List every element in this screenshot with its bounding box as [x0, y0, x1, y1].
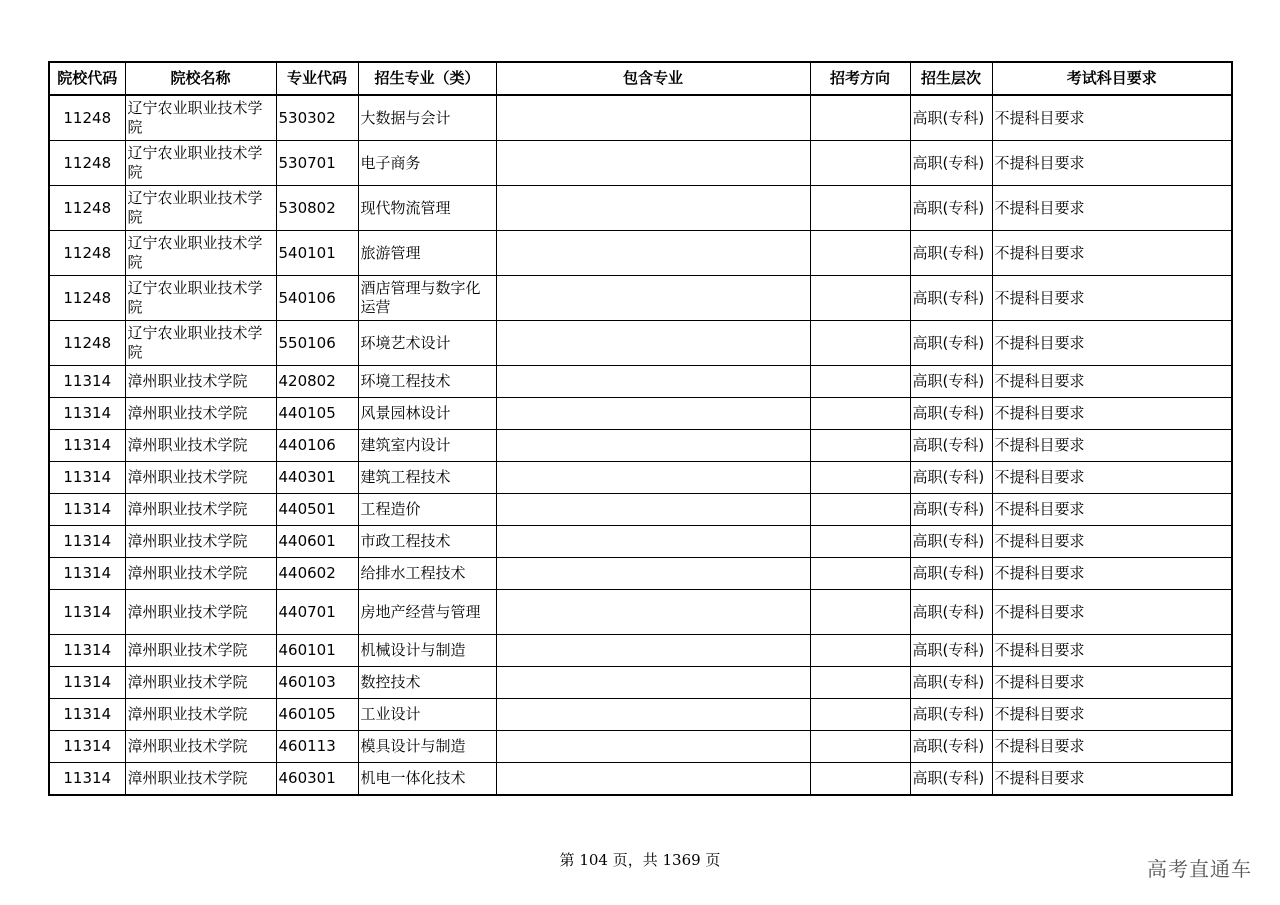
cell-direction — [810, 366, 910, 398]
cell-major: 工业设计 — [358, 699, 496, 731]
cell-major-code: 460301 — [276, 763, 358, 796]
header-direction: 招考方向 — [810, 62, 910, 95]
cell-major-code: 440602 — [276, 558, 358, 590]
cell-subject-requirements: 不提科目要求 — [992, 430, 1232, 462]
cell-major-code: 540101 — [276, 231, 358, 276]
header-row — [49, 62, 1232, 95]
cell-subject-requirements: 不提科目要求 — [992, 462, 1232, 494]
cell-direction — [810, 462, 910, 494]
cell-school-name: 漳州职业技术学院 — [125, 526, 276, 558]
table-body — [49, 95, 1232, 795]
cell-school-code: 11248 — [49, 186, 125, 231]
cell-school-name: 漳州职业技术学院 — [125, 366, 276, 398]
cell-included-majors — [496, 635, 810, 667]
cell-level: 高职(专科) — [910, 558, 992, 590]
page-number: 第 104 页，共 1369 页 — [559, 851, 721, 869]
cell-major: 环境工程技术 — [358, 366, 496, 398]
table-row — [49, 699, 1232, 731]
cell-school-name: 辽宁农业职业技术学院 — [125, 141, 276, 186]
cell-school-name: 漳州职业技术学院 — [125, 590, 276, 635]
cell-included-majors — [496, 276, 810, 321]
cell-level: 高职(专科) — [910, 231, 992, 276]
cell-major-code: 550106 — [276, 321, 358, 366]
cell-school-code: 11314 — [49, 635, 125, 667]
header-major-code: 专业代码 — [276, 62, 358, 95]
cell-major-code: 440301 — [276, 462, 358, 494]
cell-school-code: 11314 — [49, 590, 125, 635]
table-row — [49, 462, 1232, 494]
cell-school-code: 11314 — [49, 526, 125, 558]
cell-included-majors — [496, 430, 810, 462]
cell-major: 机械设计与制造 — [358, 635, 496, 667]
cell-subject-requirements: 不提科目要求 — [992, 321, 1232, 366]
cell-subject-requirements: 不提科目要求 — [992, 667, 1232, 699]
cell-major: 酒店管理与数字化运营 — [358, 276, 496, 321]
cell-direction — [810, 699, 910, 731]
cell-major-code: 530802 — [276, 186, 358, 231]
cell-school-code: 11248 — [49, 276, 125, 321]
cell-level: 高职(专科) — [910, 186, 992, 231]
cell-school-code: 11314 — [49, 430, 125, 462]
table-row — [49, 763, 1232, 796]
cell-major-code: 460101 — [276, 635, 358, 667]
cell-direction — [810, 558, 910, 590]
cell-included-majors — [496, 699, 810, 731]
cell-subject-requirements: 不提科目要求 — [992, 141, 1232, 186]
cell-major-code: 530302 — [276, 95, 358, 141]
cell-included-majors — [496, 731, 810, 763]
cell-level: 高职(专科) — [910, 635, 992, 667]
cell-school-name: 漳州职业技术学院 — [125, 731, 276, 763]
cell-level: 高职(专科) — [910, 462, 992, 494]
table-row — [49, 366, 1232, 398]
cell-school-name: 漳州职业技术学院 — [125, 635, 276, 667]
cell-subject-requirements: 不提科目要求 — [992, 590, 1232, 635]
table-row — [49, 141, 1232, 186]
header-school-code: 院校代码 — [49, 62, 125, 95]
cell-direction — [810, 494, 910, 526]
cell-subject-requirements: 不提科目要求 — [992, 231, 1232, 276]
cell-included-majors — [496, 590, 810, 635]
cell-included-majors — [496, 95, 810, 141]
cell-major-code: 440601 — [276, 526, 358, 558]
cell-major-code: 420802 — [276, 366, 358, 398]
cell-included-majors — [496, 141, 810, 186]
table-row — [49, 398, 1232, 430]
cell-school-name: 漳州职业技术学院 — [125, 494, 276, 526]
cell-included-majors — [496, 558, 810, 590]
cell-major: 风景园林设计 — [358, 398, 496, 430]
table-row — [49, 231, 1232, 276]
cell-subject-requirements: 不提科目要求 — [992, 276, 1232, 321]
table-row — [49, 276, 1232, 321]
cell-school-name: 辽宁农业职业技术学院 — [125, 321, 276, 366]
cell-major-code: 540106 — [276, 276, 358, 321]
cell-major: 旅游管理 — [358, 231, 496, 276]
cell-major: 市政工程技术 — [358, 526, 496, 558]
header-level: 招生层次 — [910, 62, 992, 95]
cell-subject-requirements: 不提科目要求 — [992, 526, 1232, 558]
cell-included-majors — [496, 526, 810, 558]
cell-level: 高职(专科) — [910, 526, 992, 558]
header-subject-requirements: 考试科目要求 — [992, 62, 1232, 95]
cell-level: 高职(专科) — [910, 763, 992, 796]
cell-direction — [810, 276, 910, 321]
cell-major: 环境艺术设计 — [358, 321, 496, 366]
cell-included-majors — [496, 366, 810, 398]
cell-major-code: 440106 — [276, 430, 358, 462]
cell-school-code: 11248 — [49, 231, 125, 276]
cell-direction — [810, 590, 910, 635]
cell-level: 高职(专科) — [910, 95, 992, 141]
cell-included-majors — [496, 494, 810, 526]
cell-direction — [810, 141, 910, 186]
cell-level: 高职(专科) — [910, 590, 992, 635]
table-row — [49, 186, 1232, 231]
cell-subject-requirements: 不提科目要求 — [992, 398, 1232, 430]
cell-major-code: 530701 — [276, 141, 358, 186]
cell-direction — [810, 763, 910, 796]
cell-school-name: 辽宁农业职业技术学院 — [125, 231, 276, 276]
cell-level: 高职(专科) — [910, 398, 992, 430]
cell-level: 高职(专科) — [910, 276, 992, 321]
cell-school-name: 漳州职业技术学院 — [125, 667, 276, 699]
cell-subject-requirements: 不提科目要求 — [992, 699, 1232, 731]
cell-major: 工程造价 — [358, 494, 496, 526]
cell-direction — [810, 231, 910, 276]
cell-subject-requirements: 不提科目要求 — [992, 635, 1232, 667]
table-row — [49, 667, 1232, 699]
cell-school-name: 漳州职业技术学院 — [125, 398, 276, 430]
cell-major-code: 460113 — [276, 731, 358, 763]
cell-included-majors — [496, 398, 810, 430]
cell-school-name: 辽宁农业职业技术学院 — [125, 276, 276, 321]
cell-major: 房地产经营与管理 — [358, 590, 496, 635]
cell-level: 高职(专科) — [910, 366, 992, 398]
cell-school-name: 漳州职业技术学院 — [125, 462, 276, 494]
cell-school-code: 11248 — [49, 141, 125, 186]
cell-major: 现代物流管理 — [358, 186, 496, 231]
cell-level: 高职(专科) — [910, 699, 992, 731]
cell-direction — [810, 186, 910, 231]
cell-direction — [810, 430, 910, 462]
cell-level: 高职(专科) — [910, 430, 992, 462]
cell-major: 建筑室内设计 — [358, 430, 496, 462]
cell-school-code: 11314 — [49, 494, 125, 526]
cell-direction — [810, 95, 910, 141]
header-included-majors: 包含专业 — [496, 62, 810, 95]
cell-major-code: 440501 — [276, 494, 358, 526]
watermark-logo: 高考直通车 — [1147, 857, 1252, 881]
cell-major: 模具设计与制造 — [358, 731, 496, 763]
cell-level: 高职(专科) — [910, 494, 992, 526]
cell-major-code: 440105 — [276, 398, 358, 430]
cell-included-majors — [496, 462, 810, 494]
table-row — [49, 635, 1232, 667]
table-row — [49, 430, 1232, 462]
table-row — [49, 731, 1232, 763]
cell-subject-requirements: 不提科目要求 — [992, 558, 1232, 590]
cell-included-majors — [496, 763, 810, 796]
cell-subject-requirements: 不提科目要求 — [992, 763, 1232, 796]
cell-subject-requirements: 不提科目要求 — [992, 366, 1232, 398]
cell-included-majors — [496, 667, 810, 699]
table-row — [49, 558, 1232, 590]
cell-major-code: 440701 — [276, 590, 358, 635]
admissions-table — [48, 61, 1233, 796]
table-row — [49, 590, 1232, 635]
cell-school-name: 漳州职业技术学院 — [125, 430, 276, 462]
cell-subject-requirements: 不提科目要求 — [992, 494, 1232, 526]
table-row — [49, 95, 1232, 141]
cell-school-code: 11314 — [49, 462, 125, 494]
cell-major: 大数据与会计 — [358, 95, 496, 141]
cell-direction — [810, 321, 910, 366]
cell-school-code: 11314 — [49, 667, 125, 699]
cell-school-name: 辽宁农业职业技术学院 — [125, 186, 276, 231]
cell-included-majors — [496, 231, 810, 276]
cell-school-code: 11314 — [49, 699, 125, 731]
cell-school-code: 11248 — [49, 321, 125, 366]
cell-school-code: 11314 — [49, 731, 125, 763]
table-row — [49, 321, 1232, 366]
cell-included-majors — [496, 186, 810, 231]
table-header — [49, 62, 1232, 95]
cell-subject-requirements: 不提科目要求 — [992, 186, 1232, 231]
cell-level: 高职(专科) — [910, 731, 992, 763]
cell-major: 电子商务 — [358, 141, 496, 186]
cell-school-name: 漳州职业技术学院 — [125, 558, 276, 590]
cell-school-code: 11248 — [49, 95, 125, 141]
cell-major: 机电一体化技术 — [358, 763, 496, 796]
cell-direction — [810, 398, 910, 430]
cell-direction — [810, 526, 910, 558]
cell-included-majors — [496, 321, 810, 366]
cell-level: 高职(专科) — [910, 321, 992, 366]
cell-subject-requirements: 不提科目要求 — [992, 731, 1232, 763]
cell-school-name: 漳州职业技术学院 — [125, 763, 276, 796]
table-row — [49, 494, 1232, 526]
cell-major-code: 460103 — [276, 667, 358, 699]
cell-major: 数控技术 — [358, 667, 496, 699]
cell-level: 高职(专科) — [910, 667, 992, 699]
cell-major: 建筑工程技术 — [358, 462, 496, 494]
cell-major: 给排水工程技术 — [358, 558, 496, 590]
header-school-name: 院校名称 — [125, 62, 276, 95]
cell-school-code: 11314 — [49, 763, 125, 796]
cell-direction — [810, 667, 910, 699]
cell-school-code: 11314 — [49, 366, 125, 398]
cell-school-name: 漳州职业技术学院 — [125, 699, 276, 731]
cell-direction — [810, 635, 910, 667]
cell-school-name: 辽宁农业职业技术学院 — [125, 95, 276, 141]
header-major: 招生专业（类） — [358, 62, 496, 95]
cell-subject-requirements: 不提科目要求 — [992, 95, 1232, 141]
cell-level: 高职(专科) — [910, 141, 992, 186]
cell-school-code: 11314 — [49, 558, 125, 590]
table-row — [49, 526, 1232, 558]
cell-school-code: 11314 — [49, 398, 125, 430]
cell-direction — [810, 731, 910, 763]
cell-major-code: 460105 — [276, 699, 358, 731]
